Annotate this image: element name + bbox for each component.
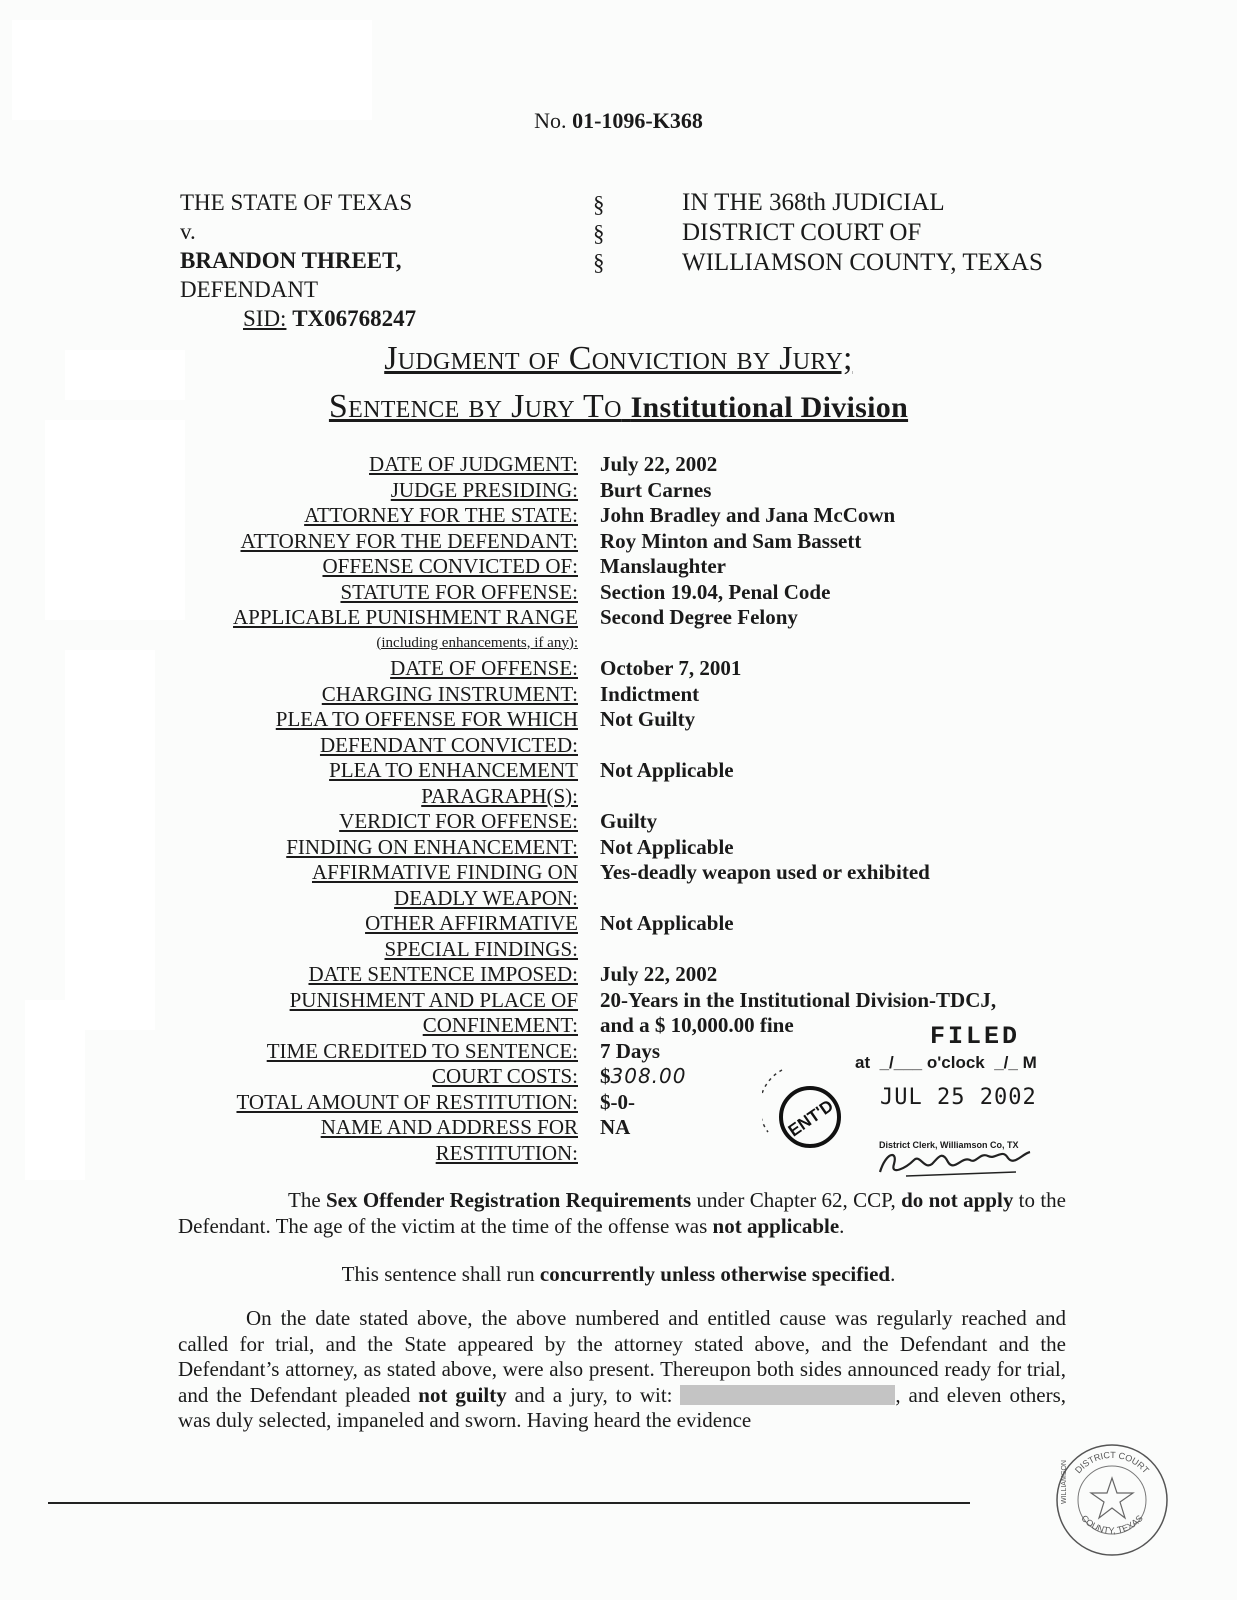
judgment-field-row bbox=[150, 631, 1150, 657]
field-label: (including enhancements, if any): bbox=[376, 634, 578, 651]
caption-versus: v. bbox=[180, 219, 196, 244]
judgment-field-row bbox=[150, 452, 1150, 478]
judgment-field-row bbox=[150, 682, 1150, 708]
field-value bbox=[600, 707, 1150, 733]
field-value bbox=[600, 758, 1150, 784]
text-run: and a jury, to wit: bbox=[506, 1382, 681, 1407]
filed-date: JUL 25 2002 bbox=[880, 1085, 1037, 1110]
field-value-text: July 22, 2002 bbox=[600, 452, 718, 476]
clerk-signature bbox=[876, 1142, 1036, 1182]
judgment-field-row bbox=[150, 886, 1150, 912]
handwritten-amount: 308.00 bbox=[610, 1064, 687, 1088]
entered-stamp-text: ENT'D bbox=[784, 1096, 837, 1141]
sex-offender-paragraph bbox=[178, 1188, 1066, 1239]
filed-at: at bbox=[855, 1053, 871, 1072]
court-seal bbox=[1052, 1440, 1172, 1560]
field-value-text: 20-Years in the Institutional Division-TDCJ, bbox=[600, 987, 997, 1012]
field-value-text: Indictment bbox=[600, 681, 700, 706]
case-number bbox=[0, 108, 1237, 134]
field-value bbox=[600, 478, 1150, 504]
field-label: PUNISHMENT AND PLACE OF bbox=[289, 987, 578, 1012]
field-label: TOTAL AMOUNT OF RESTITUTION: bbox=[236, 1089, 578, 1114]
field-label: ATTORNEY FOR THE DEFENDANT: bbox=[240, 528, 578, 553]
field-value bbox=[600, 656, 1150, 682]
judgment-field-row bbox=[150, 656, 1150, 682]
judgment-field-row bbox=[150, 554, 1150, 580]
redaction-patch bbox=[65, 650, 155, 1030]
field-value-text: and a $ 10,000.00 fine bbox=[600, 1013, 794, 1037]
judgment-field-row bbox=[150, 529, 1150, 555]
field-value bbox=[600, 452, 1150, 478]
field-value-text: Not Applicable bbox=[600, 758, 734, 782]
field-value bbox=[600, 605, 1150, 631]
field-value-text: Not Guilty bbox=[600, 707, 696, 731]
sid-label: SID: bbox=[243, 306, 287, 331]
field-label: NAME AND ADDRESS FOR bbox=[320, 1115, 578, 1139]
field-label: STATUTE FOR OFFENSE: bbox=[340, 579, 578, 604]
caption-court-line: WILLIAMSON COUNTY, TEXAS bbox=[682, 249, 1043, 276]
judgment-field-row bbox=[150, 809, 1150, 835]
field-value bbox=[600, 962, 1150, 988]
field-label: APPLICABLE PUNISHMENT RANGE bbox=[233, 605, 578, 629]
sid-value: TX06768247 bbox=[292, 306, 417, 331]
judgment-field-row bbox=[150, 580, 1150, 606]
filed-oclock: o'clock bbox=[926, 1053, 985, 1072]
field-value bbox=[600, 529, 1150, 555]
field-value bbox=[600, 503, 1150, 529]
field-value bbox=[600, 860, 1150, 886]
title-line2-suffix: Institutional Division bbox=[630, 391, 909, 424]
field-label: OFFENSE CONVICTED OF: bbox=[322, 554, 578, 578]
field-value-text: Not Applicable bbox=[600, 911, 734, 935]
caption-court bbox=[682, 188, 1043, 278]
caption-parties bbox=[180, 188, 416, 333]
field-value-text: 7 Days bbox=[600, 1038, 661, 1063]
field-label: PLEA TO ENHANCEMENT bbox=[329, 758, 578, 782]
field-value bbox=[600, 554, 1150, 580]
field-label: CONFINEMENT: bbox=[422, 1013, 578, 1037]
field-value-text: October 7, 2001 bbox=[600, 656, 742, 680]
text-run: under Chapter 62, CCP, bbox=[691, 1188, 902, 1212]
caption-sid bbox=[180, 304, 416, 333]
field-label: AFFIRMATIVE FINDING ON bbox=[311, 860, 578, 884]
redaction-patch bbox=[25, 1000, 85, 1180]
text-run-bold: Sex Offender Registration Requirements bbox=[326, 1188, 692, 1212]
field-value bbox=[600, 784, 1150, 810]
judgment-field-row bbox=[150, 478, 1150, 504]
trial-paragraph bbox=[178, 1306, 1066, 1434]
caption-court-line: IN THE 368th JUDICIAL bbox=[682, 189, 945, 216]
field-label: OTHER AFFIRMATIVE bbox=[365, 911, 578, 935]
text-run-bold: not guilty bbox=[418, 1382, 507, 1407]
seal-text-top: DISTRICT COURT bbox=[1073, 1449, 1152, 1476]
filed-m: M bbox=[1022, 1053, 1037, 1072]
judgment-field-row bbox=[150, 503, 1150, 529]
field-value bbox=[600, 937, 1150, 963]
field-value-text: $ bbox=[600, 1064, 611, 1088]
text-run: . bbox=[890, 1262, 896, 1286]
judgment-field-row bbox=[150, 605, 1150, 631]
field-label: DATE OF OFFENSE: bbox=[390, 656, 578, 680]
text-run: On the date stated above, the above numbered and entitled cause was regularly reached and called for trial, and the State appeared by the attorney stated above, and the Defendant and the Defendant’s attorney, as stated above, were also present. Thereupon both sides announced ready for trial, and the Defendant pleaded bbox=[178, 1306, 1066, 1407]
field-value bbox=[600, 733, 1150, 759]
field-label: ATTORNEY FOR THE STATE: bbox=[304, 503, 578, 527]
document-title-line1: Judgment of Conviction by Jury; bbox=[384, 340, 853, 377]
field-label: CHARGING INSTRUMENT: bbox=[321, 681, 578, 706]
concurrent-sentence-paragraph bbox=[0, 1262, 1237, 1288]
field-value-text: Not Applicable bbox=[600, 834, 734, 859]
field-label: TIME CREDITED TO SENTENCE: bbox=[266, 1038, 578, 1063]
svg-text:DISTRICT COURT bbox=[1073, 1450, 1151, 1476]
redaction-patch bbox=[12, 20, 372, 120]
judgment-field-row bbox=[150, 962, 1150, 988]
judgment-field-row bbox=[150, 860, 1150, 886]
judgment-field-row bbox=[150, 707, 1150, 733]
filed-time bbox=[855, 1053, 1075, 1073]
field-label: RESTITUTION: bbox=[435, 1140, 578, 1165]
field-label: VERDICT FOR OFFENSE: bbox=[339, 809, 578, 833]
text-run-bold: do not apply bbox=[901, 1188, 1014, 1212]
juror-name-redaction bbox=[680, 1385, 895, 1405]
text-run-bold: concurrently unless otherwise specified bbox=[539, 1262, 891, 1286]
field-label: DATE OF JUDGMENT: bbox=[369, 452, 578, 476]
field-label: DEFENDANT CONVICTED: bbox=[319, 732, 578, 757]
field-label: SPECIAL FINDINGS: bbox=[384, 936, 578, 961]
field-value-text: July 22, 2002 bbox=[600, 962, 718, 986]
field-value bbox=[600, 886, 1150, 912]
seal-text-left: WILLIAMSON bbox=[1061, 1460, 1068, 1504]
field-label: PARAGRAPH(S): bbox=[421, 783, 578, 808]
section-mark: § bbox=[593, 221, 605, 246]
field-value-text: Roy Minton and Sam Bassett bbox=[600, 528, 862, 553]
caption-defendant-label: DEFENDANT bbox=[180, 277, 318, 302]
field-value bbox=[600, 631, 1150, 657]
title-line2-prefix: Sentence by Jury To bbox=[328, 388, 622, 425]
footer-rule bbox=[48, 1502, 970, 1504]
caption-state: THE STATE OF TEXAS bbox=[180, 190, 413, 215]
judgment-field-row bbox=[150, 988, 1150, 1014]
field-value bbox=[600, 580, 1150, 606]
filed-stamp bbox=[855, 1022, 1075, 1150]
caption-court-line: DISTRICT COURT OF bbox=[682, 219, 922, 246]
text-run: The bbox=[288, 1188, 326, 1212]
seal-text-bottom: COUNTY, TEXAS bbox=[1079, 1513, 1145, 1536]
caption-defendant-name: BRANDON THREET, bbox=[180, 248, 402, 273]
text-run: , and eleven others, was duly selected, impaneled and sworn. Having heard the evidence bbox=[178, 1382, 1067, 1432]
text-run: . bbox=[839, 1213, 845, 1238]
field-value-text: NA bbox=[600, 1115, 631, 1139]
field-value-text: Guilty bbox=[600, 809, 658, 833]
judgment-field-row bbox=[150, 784, 1150, 810]
field-label: JUDGE PRESIDING: bbox=[390, 477, 578, 502]
filed-hour-blank: _/___ bbox=[874, 1053, 923, 1072]
field-value bbox=[600, 988, 1150, 1014]
field-value bbox=[600, 835, 1150, 861]
text-run: This sentence shall run bbox=[341, 1262, 540, 1286]
case-number-value: 01-1096-K368 bbox=[572, 108, 703, 133]
case-number-prefix: No. bbox=[534, 108, 567, 133]
judgment-field-row bbox=[150, 835, 1150, 861]
judgment-field-row bbox=[150, 733, 1150, 759]
section-mark: § bbox=[593, 192, 605, 217]
field-label: PLEA TO OFFENSE FOR WHICH bbox=[275, 707, 578, 731]
text-run: to the Defendant. The age of the victim at the time of the offense was bbox=[178, 1188, 1067, 1238]
field-label: COURT COSTS: bbox=[432, 1064, 578, 1088]
field-value-text: John Bradley and Jana McCown bbox=[600, 503, 896, 527]
field-value bbox=[600, 809, 1150, 835]
section-marks bbox=[593, 190, 605, 277]
field-value-text: Section 19.04, Penal Code bbox=[600, 579, 831, 604]
judgment-field-row bbox=[150, 911, 1150, 937]
field-label: FINDING ON ENHANCEMENT: bbox=[286, 834, 578, 859]
filed-ampm-blank: _/_ bbox=[989, 1053, 1018, 1072]
clerk-caption: District Clerk, Williamson Co, TX bbox=[879, 1140, 1019, 1150]
field-value-text: $-0- bbox=[600, 1089, 635, 1114]
field-label: DATE SENTENCE IMPOSED: bbox=[308, 962, 578, 986]
field-value-text: Manslaughter bbox=[600, 554, 726, 578]
field-label: DEADLY WEAPON: bbox=[394, 885, 578, 910]
text-run-bold: not applicable bbox=[712, 1213, 840, 1238]
judgment-field-row bbox=[150, 937, 1150, 963]
svg-text:COUNTY, TEXAS bbox=[1079, 1513, 1145, 1535]
field-value-text: Yes-deadly weapon used or exhibited bbox=[600, 860, 930, 884]
entered-stamp bbox=[762, 1062, 852, 1162]
field-value-text: Second Degree Felony bbox=[600, 605, 798, 629]
filed-label: FILED bbox=[929, 1022, 1020, 1051]
field-value bbox=[600, 911, 1150, 937]
judgment-field-row bbox=[150, 758, 1150, 784]
document-title-line2 bbox=[0, 388, 1237, 426]
field-value-text: Burt Carnes bbox=[600, 477, 712, 502]
section-mark: § bbox=[593, 250, 605, 275]
field-value bbox=[600, 682, 1150, 708]
